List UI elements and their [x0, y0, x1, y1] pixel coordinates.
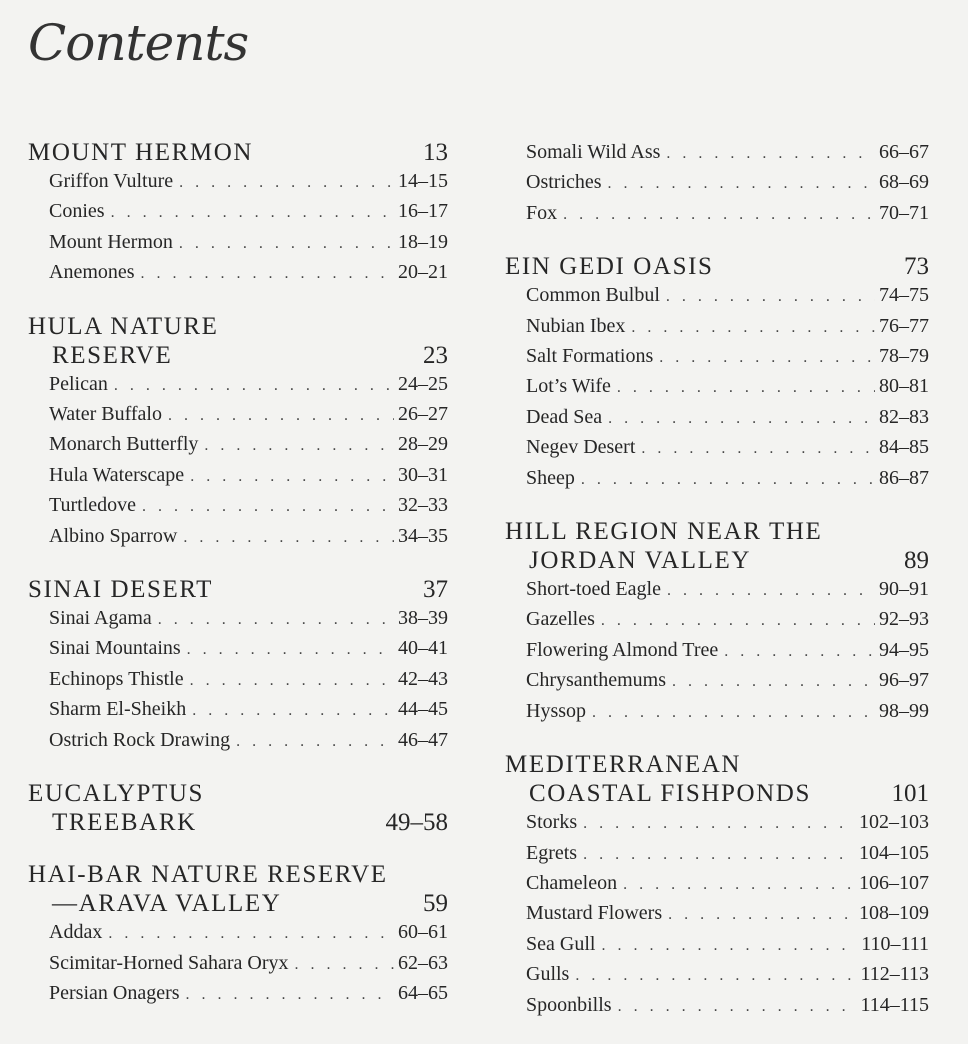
dot-leader [601, 607, 875, 635]
entry-title: Monarch Butterfly [49, 433, 199, 456]
toc-entry[interactable] [28, 604, 448, 634]
dot-leader [190, 667, 394, 695]
entry-page-range: 38–39 [398, 607, 448, 630]
toc-entry[interactable] [28, 430, 448, 460]
entry-page-range: 112–113 [860, 963, 929, 986]
entry-title: Conies [49, 200, 105, 223]
dot-leader [108, 920, 394, 948]
section-heading[interactable] [505, 779, 929, 808]
toc-entry[interactable] [505, 899, 929, 929]
toc-entry[interactable] [505, 342, 929, 372]
section-page-number: 13 [423, 139, 448, 166]
dot-leader [179, 230, 394, 258]
dot-leader [114, 372, 394, 400]
section-heading[interactable] [505, 546, 929, 575]
dot-leader [575, 962, 856, 990]
entry-page-range: 68–69 [879, 171, 929, 194]
toc-entry[interactable] [505, 433, 929, 463]
toc-right-column [505, 138, 929, 1044]
dot-leader [623, 871, 855, 899]
section-title: COASTAL FISHPONDS [529, 780, 811, 808]
entry-page-range: 26–27 [398, 403, 448, 426]
entry-page-range: 70–71 [879, 201, 929, 224]
section-heading[interactable] [28, 138, 448, 167]
entry-title: Somali Wild Ass [526, 141, 661, 163]
entry-title: Scimitar-Horned Sahara Oryx [49, 951, 289, 974]
toc-entry[interactable] [505, 372, 929, 402]
toc-entry[interactable] [505, 666, 929, 696]
section-heading[interactable] [505, 252, 929, 281]
dot-leader [641, 435, 875, 463]
toc-section [28, 779, 448, 837]
dot-leader [142, 493, 394, 521]
dot-leader [183, 524, 394, 552]
entry-page-range: 114–115 [860, 993, 929, 1016]
toc-entry[interactable] [28, 634, 448, 664]
entry-title: Flowering Almond Tree [526, 638, 719, 661]
page-title: Contents [28, 14, 249, 72]
section-heading[interactable] [28, 889, 448, 918]
dot-leader [666, 283, 875, 311]
entry-page-range: 34–35 [398, 524, 448, 547]
section-heading[interactable] [28, 779, 448, 808]
entry-page-range: 74–75 [879, 284, 929, 307]
dot-leader [186, 981, 394, 1009]
section-heading[interactable] [505, 517, 929, 546]
toc-entry[interactable] [505, 575, 929, 605]
entry-page-range: 16–17 [398, 200, 448, 223]
entry-title: Sharm El-Sheikh [49, 698, 187, 721]
toc-section [28, 312, 448, 552]
dot-leader [592, 699, 875, 727]
entry-page-range: 64–65 [398, 981, 448, 1004]
toc-entry[interactable] [28, 726, 448, 756]
toc-section [28, 860, 448, 1009]
entry-title: Storks [526, 811, 578, 834]
section-title: SINAI DESERT [28, 576, 214, 604]
dot-leader [608, 405, 875, 433]
toc-section [28, 575, 448, 756]
entry-page-range: 106–107 [859, 871, 929, 894]
dot-leader [563, 201, 875, 229]
toc-entry[interactable] [505, 869, 929, 899]
entry-title: Albino Sparrow [49, 524, 178, 547]
section-heading[interactable] [28, 341, 448, 370]
dot-leader [672, 668, 875, 696]
toc-entry[interactable] [505, 991, 929, 1021]
dot-leader [583, 841, 855, 869]
toc-entry[interactable] [505, 697, 929, 727]
entry-page-range: 98–99 [879, 699, 929, 722]
entry-title: Short-toed Eagle [526, 578, 661, 601]
section-heading[interactable] [28, 808, 448, 837]
entry-title: Echinops Thistle [49, 667, 184, 690]
entry-page-range: 104–105 [859, 841, 929, 864]
entry-title: Spoonbills [526, 993, 612, 1016]
entry-page-range: 84–85 [879, 436, 929, 459]
toc-left-column [28, 138, 448, 1032]
entry-title: Negev Desert [526, 436, 636, 459]
dot-leader [668, 901, 855, 929]
entry-page-range: 28–29 [398, 433, 448, 456]
section-heading[interactable] [505, 750, 929, 779]
toc-entry[interactable] [28, 949, 448, 979]
entry-title: Sinai Agama [49, 607, 152, 630]
toc-entry[interactable] [505, 138, 929, 168]
entry-title: Pelican [49, 372, 108, 395]
section-title: HULA NATURE [28, 312, 219, 340]
toc-entry[interactable] [28, 461, 448, 491]
section-page-number: 89 [904, 547, 929, 575]
toc-entry[interactable] [28, 695, 448, 725]
entry-page-range: 92–93 [879, 608, 929, 631]
entry-title: Lot’s Wife [526, 375, 611, 398]
entry-title: Mustard Flowers [526, 902, 663, 925]
entry-page-range: 102–103 [859, 811, 929, 834]
entry-title: Sinai Mountains [49, 637, 181, 660]
dot-leader [179, 169, 394, 197]
dot-leader [659, 344, 875, 372]
dot-leader [617, 374, 875, 402]
section-title: JORDAN VALLEY [529, 547, 751, 575]
section-title: HAI-BAR NATURE RESERVE [28, 861, 388, 889]
section-title: TREEBARK [52, 809, 197, 837]
section-title: MOUNT HERMON [28, 139, 253, 166]
entry-title: Persian Onagers [49, 981, 180, 1004]
entry-title: Gazelles [526, 608, 595, 631]
entry-page-range: 86–87 [879, 466, 929, 489]
section-page-number: 73 [904, 253, 929, 281]
entry-title: Hyssop [526, 699, 587, 722]
dot-leader [192, 697, 394, 725]
section-page-number: 101 [891, 780, 929, 808]
entry-title: Fox [526, 201, 558, 224]
entry-title: Nubian Ibex [526, 314, 626, 337]
entry-page-range: 18–19 [398, 230, 448, 253]
section-heading[interactable] [28, 860, 448, 889]
entry-page-range: 82–83 [879, 405, 929, 428]
entry-title: Chameleon [526, 871, 618, 894]
toc-entry[interactable] [505, 168, 929, 198]
dot-leader [667, 577, 875, 605]
toc-entry[interactable] [505, 930, 929, 960]
dot-leader [111, 199, 394, 227]
section-title: EIN GEDI OASIS [505, 253, 714, 281]
entry-title: Dead Sea [526, 405, 603, 428]
section-title: MEDITERRANEAN [505, 751, 742, 779]
entry-title: Common Bulbul [526, 284, 660, 307]
entry-page-range: 30–31 [398, 463, 448, 486]
toc-entry[interactable] [505, 636, 929, 666]
entry-title: Turtledove [49, 494, 137, 517]
entry-page-range: 76–77 [879, 314, 929, 337]
entry-title: Salt Formations [526, 345, 654, 368]
toc-entry[interactable] [28, 665, 448, 695]
section-page-number: 23 [423, 341, 448, 369]
entry-page-range: 44–45 [398, 698, 448, 721]
entry-page-range: 78–79 [879, 345, 929, 368]
dot-leader [601, 932, 857, 960]
toc-entry[interactable] [28, 370, 448, 400]
entry-title: Ostrich Rock Drawing [49, 728, 231, 751]
entry-title: Hula Waterscape [49, 463, 185, 486]
toc-entry[interactable] [505, 199, 929, 229]
toc-section [505, 252, 929, 494]
entry-title: Griffon Vulture [49, 170, 174, 192]
entry-title: Ostriches [526, 171, 602, 194]
entry-title: Gulls [526, 963, 570, 986]
toc-entry[interactable] [28, 918, 448, 948]
entry-page-range: 110–111 [861, 932, 929, 955]
toc-entry[interactable] [505, 960, 929, 990]
entry-page-range: 96–97 [879, 669, 929, 692]
dot-leader [608, 170, 875, 198]
toc-entry[interactable] [505, 281, 929, 311]
section-page-number: 49–58 [385, 809, 448, 837]
dot-leader [204, 432, 394, 460]
toc-entry[interactable] [505, 808, 929, 838]
entry-page-range: 42–43 [398, 667, 448, 690]
toc-entry[interactable] [505, 605, 929, 635]
dot-leader [158, 606, 394, 634]
entry-page-range: 40–41 [398, 637, 448, 660]
entry-title: Chrysanthemums [526, 669, 666, 692]
entry-page-range: 32–33 [398, 494, 448, 517]
entry-title: Sea Gull [526, 932, 596, 955]
dot-leader [187, 636, 394, 664]
entry-title: Egrets [526, 841, 578, 864]
toc-entry[interactable] [505, 312, 929, 342]
toc-entry[interactable] [28, 197, 448, 227]
toc-entry[interactable] [505, 403, 929, 433]
entry-page-range: 108–109 [859, 902, 929, 925]
toc-entry[interactable] [28, 979, 448, 1009]
entry-title: Addax [49, 921, 103, 944]
toc-entry[interactable] [28, 228, 448, 258]
entry-title: Mount Hermon [49, 230, 173, 253]
section-title: HILL REGION NEAR THE [505, 518, 823, 546]
dot-leader [666, 140, 875, 168]
dot-leader [190, 463, 394, 491]
toc-section [505, 517, 929, 727]
entry-page-range: 46–47 [398, 728, 448, 751]
entry-page-range: 90–91 [879, 578, 929, 601]
dot-leader [581, 466, 875, 494]
toc-entry[interactable] [505, 839, 929, 869]
section-heading[interactable] [28, 312, 448, 341]
section-page-number: 37 [423, 576, 448, 604]
entry-page-range: 62–63 [398, 951, 448, 974]
dot-leader [631, 314, 875, 342]
toc-entry[interactable] [28, 400, 448, 430]
section-heading[interactable] [28, 575, 448, 604]
toc-section [505, 138, 929, 229]
entry-page-range: 94–95 [879, 638, 929, 661]
toc-section [505, 750, 929, 1021]
entry-page-range: 20–21 [398, 261, 448, 284]
toc-section [28, 138, 448, 289]
dot-leader [141, 260, 394, 288]
section-page-number: 59 [423, 890, 448, 918]
dot-leader [618, 993, 857, 1021]
dot-leader [295, 951, 394, 979]
toc-entry[interactable] [28, 522, 448, 552]
entry-page-range: 60–61 [398, 921, 448, 944]
entry-page-range: 24–25 [398, 372, 448, 395]
toc-entry[interactable] [28, 167, 448, 197]
entry-title: Water Buffalo [49, 403, 162, 426]
entry-title: Anemones [49, 261, 135, 284]
entry-page-range: 14–15 [398, 170, 448, 192]
dot-leader [724, 638, 875, 666]
section-title: RESERVE [52, 341, 173, 369]
dot-leader [583, 810, 855, 838]
entry-title: Sheep [526, 466, 575, 489]
dot-leader [168, 402, 394, 430]
entry-page-range: 66–67 [879, 141, 929, 163]
toc-entry[interactable] [28, 258, 448, 288]
section-title: EUCALYPTUS [28, 780, 205, 808]
section-title: —ARAVA VALLEY [52, 890, 282, 918]
toc-entry[interactable] [28, 491, 448, 521]
toc-entry[interactable] [505, 464, 929, 494]
entry-page-range: 80–81 [879, 375, 929, 398]
dot-leader [236, 728, 394, 756]
